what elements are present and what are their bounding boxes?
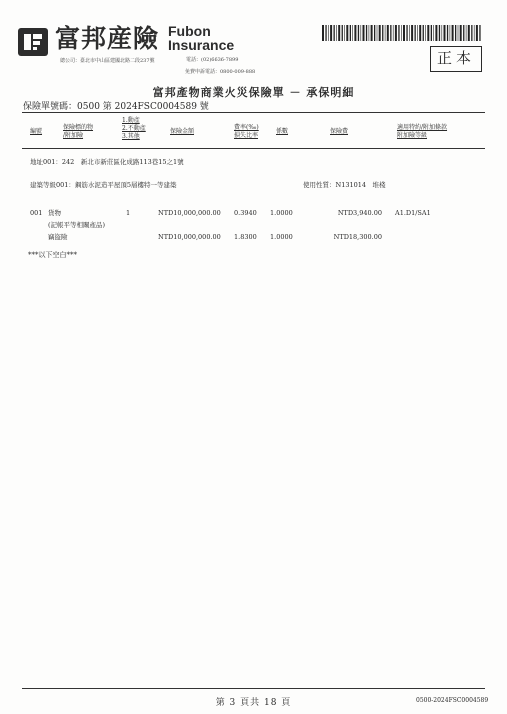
column-header-type-line3: 3.其他 [122,133,140,140]
row1-coefficient: 1.0000 [270,209,293,217]
company-address: 總公司：臺北市中山區建國北路二段237號 [60,58,155,64]
toll-free-phone: 免費申訴電話：0800-009-888 [185,69,256,75]
column-header-rate-line1: 費率(‰) [234,124,259,131]
row1-premium: NTD3,940.00 [337,209,382,217]
column-header-type [122,117,146,141]
row1-sum-insured: NTD10,000,000.00 [158,209,221,217]
policy-number-label: 保險單號碼： [23,102,78,112]
page-indicator: 第 3 頁共 18 頁 [215,698,292,708]
document-title: 富邦產物商業火災保險單 － 承保明細 [152,86,355,99]
company-phone: 電話：(02)6636-7899 [186,57,239,63]
column-header-coefficient: 係數 [276,128,289,135]
column-header-object-line2: /附加險 [63,132,84,139]
fubon-logo-icon [18,28,48,56]
column-header-object-line1: 保險標的物 [63,124,94,131]
row1-clause: A1.D1/SA1 [395,209,431,217]
header-top-rule [22,112,485,113]
barcode-icon [322,25,482,41]
row1-note: (記帳平等相關產品) [48,221,106,229]
row2-premium: NTD18,300.00 [333,233,382,241]
policy-number [23,99,209,112]
brand-en-line1: Fubon [168,23,211,39]
row1-rate: 0.3940 [234,209,257,217]
column-header-type-line1: 1.動產 [122,117,140,124]
column-header-rate [234,124,259,140]
row1-object: 貨物 [48,209,61,217]
column-header-rate-line2: 損失比率 [234,132,259,139]
column-header-object [63,124,93,140]
usage-type: 使用性質：N131014 堆棧 [303,181,386,189]
row2-object: 竊盜險 [48,233,68,241]
footer-rule [22,688,485,689]
brand-en-line2: Insurance [168,37,235,53]
original-copy-stamp: 正本 [430,46,482,72]
row1-number: 001 [30,209,43,217]
building-class: 建築等級001：鋼筋水泥造平屋頂5層樓特一等建築 [30,181,177,189]
footer-policy-code: 0500-2024FSC0004589 [416,697,489,704]
end-of-content-marker: ***以下空白*** [28,251,77,259]
header-bottom-rule [22,148,485,149]
brand-name-en [168,24,234,52]
column-header-sum-insured: 保險金額 [170,128,195,135]
policy-number-value: 0500 第 2024FSC0004589 號 [77,102,209,112]
row2-coefficient: 1.0000 [270,233,293,241]
column-header-item: 編號 [30,128,43,135]
insured-address: 地址001：242 新北市新莊區化成路113巷15之1號 [30,158,184,166]
column-header-clause-line1: 適用特約/附加條款 [397,124,448,131]
brand-name-cn: 富邦産險 [55,24,160,53]
column-header-clause [397,124,447,140]
row2-sum-insured: NTD10,000,000.00 [158,233,221,241]
row1-type: 1 [126,209,131,217]
column-header-clause-line2: 附加險等級 [397,132,428,139]
row2-rate: 1.8300 [234,233,257,241]
column-header-premium: 保險費 [330,128,349,135]
column-header-type-line2: 2.不動產 [122,125,146,132]
